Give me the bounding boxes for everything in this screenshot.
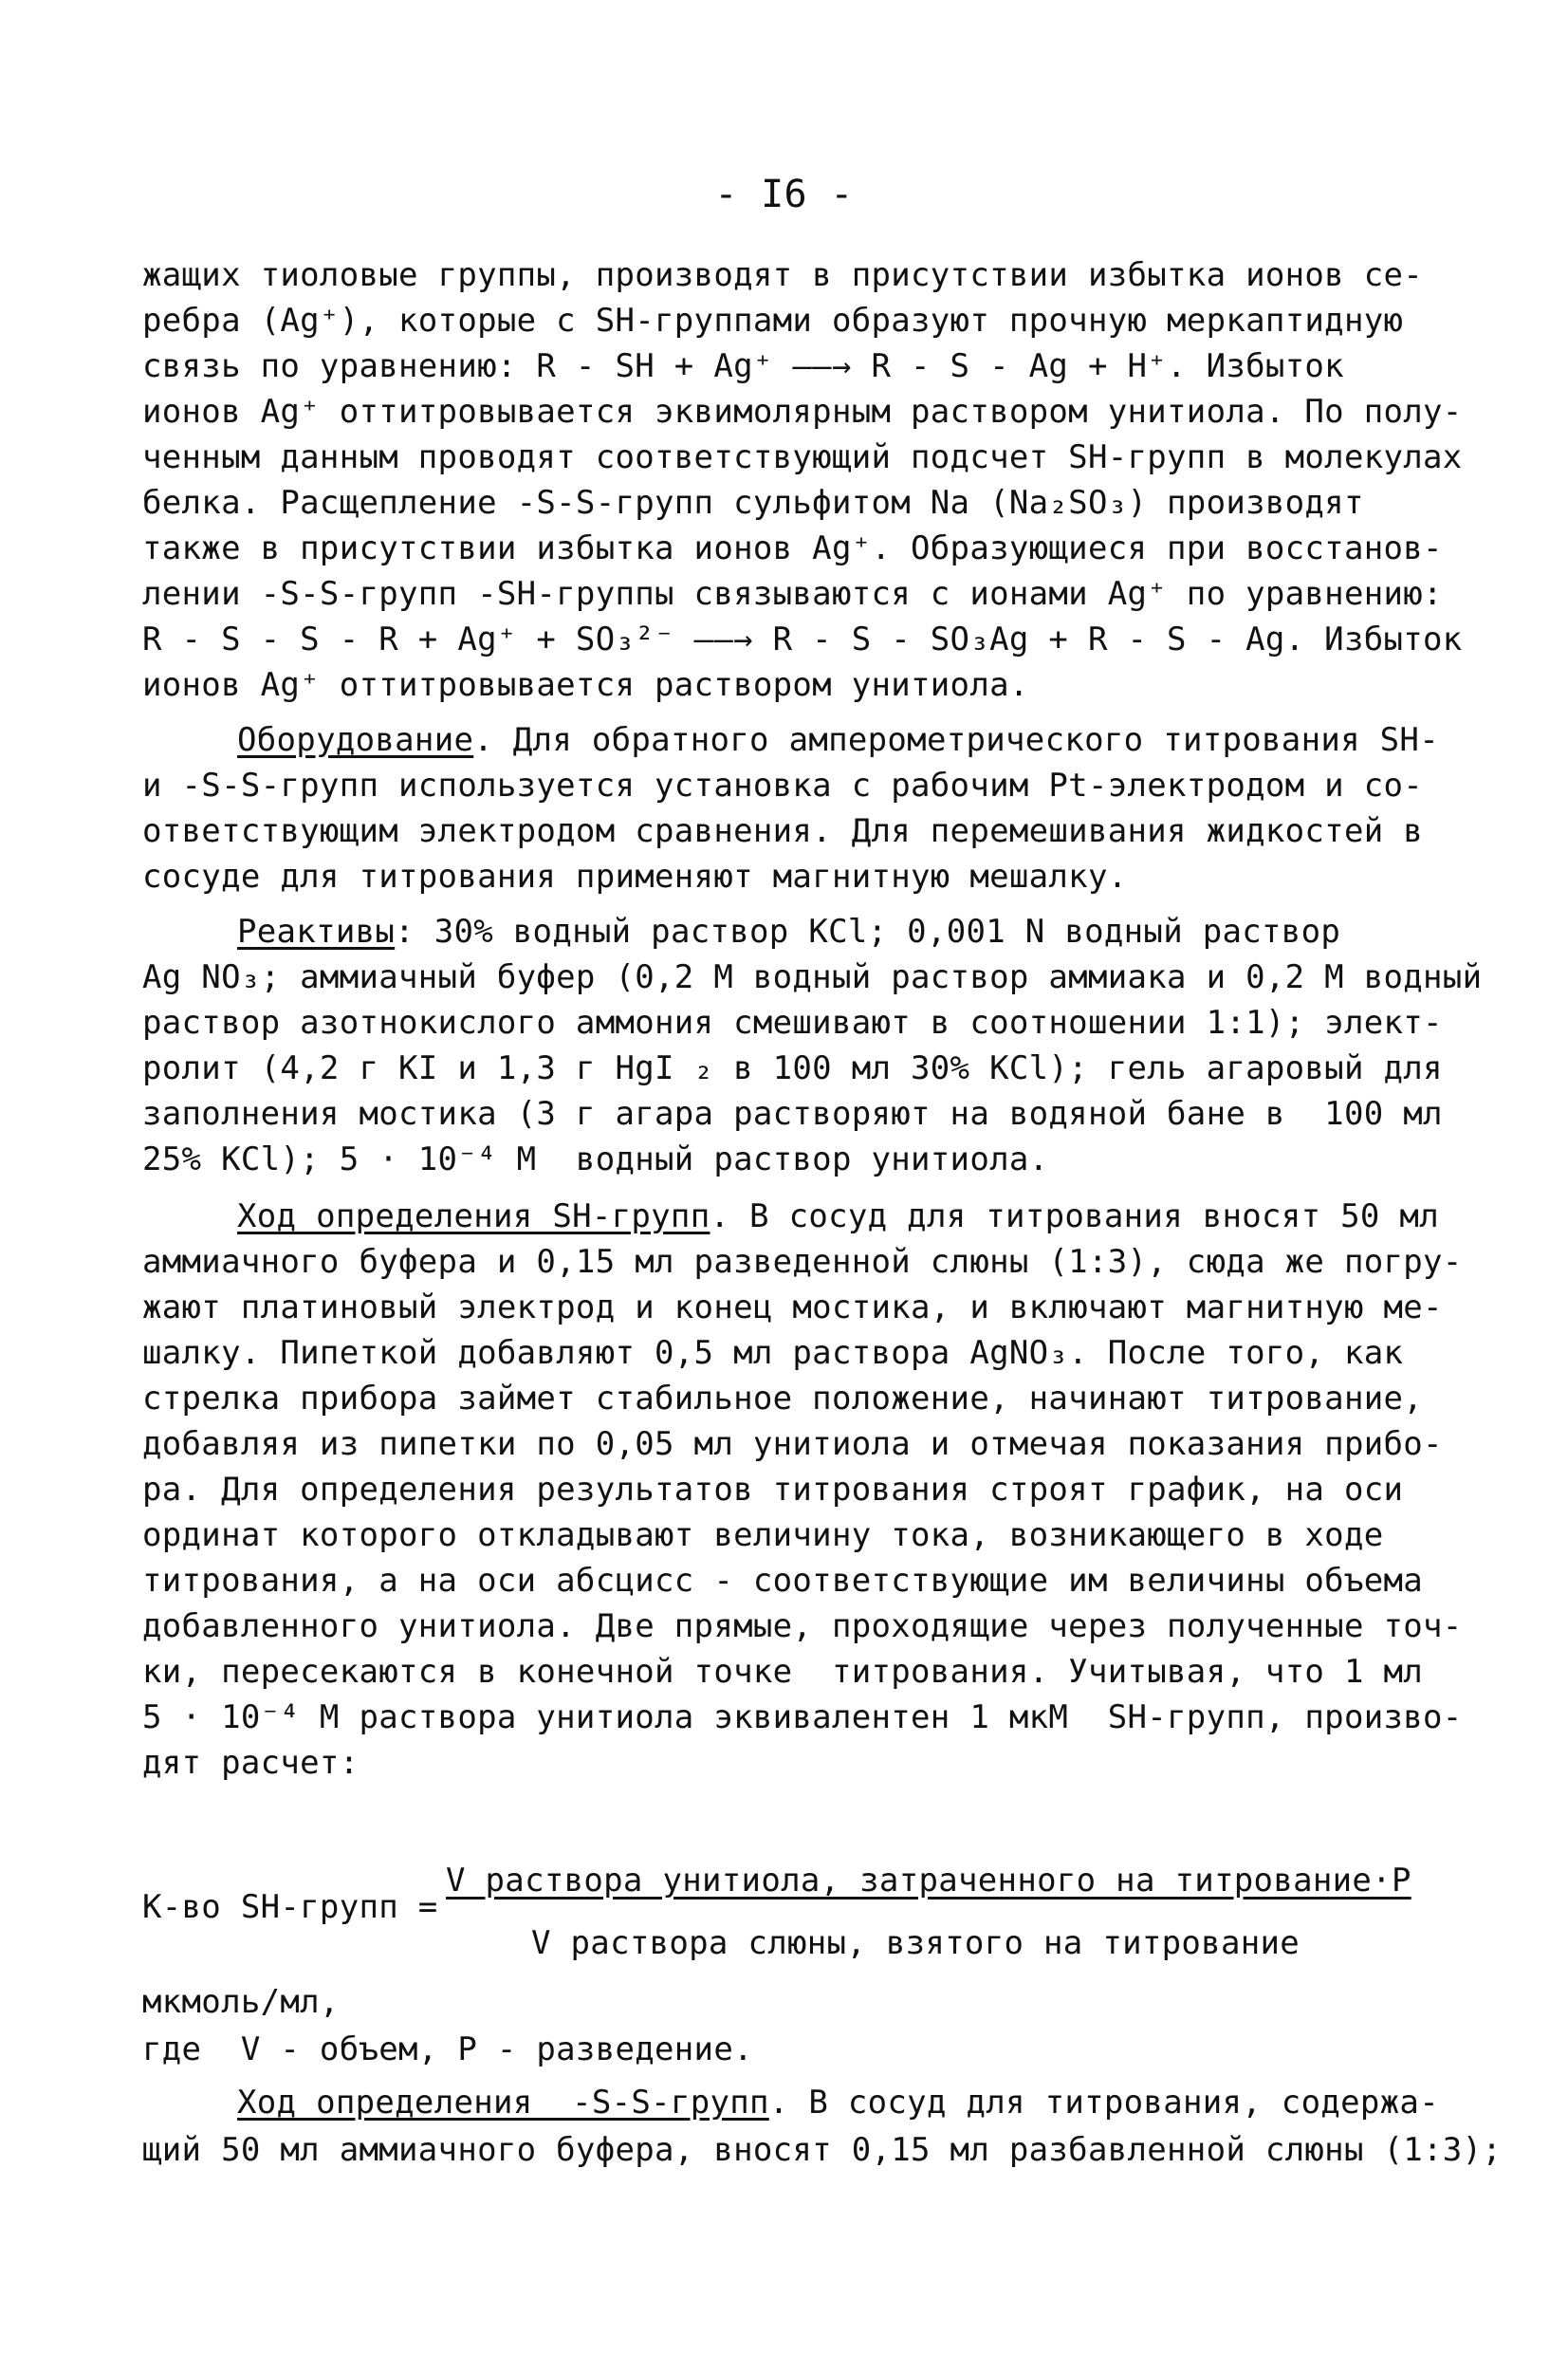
- text-line: добавленного унитиола. Две прямые, проходящие через полученные точ-: [142, 1607, 1463, 1645]
- page-number: - I6 -: [714, 173, 854, 216]
- text-line: ра. Для определения результатов титрования строят график, на оси: [142, 1471, 1404, 1509]
- text-line: дят расчет:: [142, 1744, 360, 1782]
- text-line: титрования, а на оси абсцисс - соответствующие им величины объема: [142, 1562, 1424, 1600]
- text-span: : 30% водный раствор KCl; 0,001 N водный раствор: [395, 913, 1341, 951]
- text-line: шалку. Пипеткой добавляют 0,5 мл раствора AgNO₃. После того, как: [142, 1334, 1404, 1372]
- text-line: ки, пересекаются в конечной точке титрования. Учитывая, что 1 мл: [142, 1653, 1424, 1691]
- formula-denominator: V раствора слюны, взятого на титрование: [531, 1924, 1301, 1962]
- text-line: стрелка прибора займет стабильное положение, начинают титрование,: [142, 1380, 1424, 1418]
- text-line: ответствующим электродом сравнения. Для перемешивания жидкостей в: [142, 812, 1424, 850]
- formula-lhs: К-во SH-групп =: [142, 1888, 438, 1926]
- text-line: аммиачного буфера и 0,15 мл разведенной слюны (1:3), сюда же погру-: [142, 1243, 1463, 1281]
- equipment-heading: Оборудование: [237, 721, 474, 759]
- text-line: щий 50 мл аммиачного буфера, вносят 0,15 мл разбавленной слюны (1:3);: [142, 2131, 1503, 2169]
- text-line: 25% KCl); 5 · 10⁻⁴ M водный раствор унитиола.: [142, 1140, 1049, 1178]
- text-line: ролит (4,2 г KI и 1,3 г HgI ₂ в 100 мл 30% KCl); гель агаровый для: [142, 1049, 1443, 1087]
- text-line: ионов Ag⁺ оттитровывается раствором унитиола.: [142, 666, 1029, 704]
- text-line: ординат которого откладывают величину тока, возникающего в ходе: [142, 1516, 1384, 1554]
- text-line: лении -S-S-групп -SH-группы связываются с ионами Ag⁺ по уравнению:: [142, 575, 1443, 613]
- text-line: также в присутствии избытка ионов Ag⁺. Образующиеся при восстанов-: [142, 529, 1443, 567]
- text-line: добавляя из пипетки по 0,05 мл унитиола и отмечая показания прибо-: [142, 1425, 1443, 1463]
- text-line: ребра (Ag⁺), которые с SH-группами образуют прочную меркаптидную: [142, 302, 1404, 340]
- text-line: R - S - S - R + Ag⁺ + SO₃²⁻ ——→ R - S - SO₃Ag + R - S - Ag. Избыток: [142, 621, 1463, 658]
- text-line: жают платиновый электрод и конец мостика, и включают магнитную ме-: [142, 1288, 1443, 1326]
- text-line: сосуде для титрования применяют магнитную мешалку.: [142, 858, 1128, 896]
- text-line: где V - объем, P - разведение.: [142, 2030, 753, 2068]
- text-line: жащих тиоловые группы, производят в присутствии избытка ионов се-: [142, 256, 1424, 294]
- ss-heading: Ход определения -S-S-групп: [237, 2084, 769, 2122]
- text-line: и -S-S-групп используется установка с рабочим Pt-электродом и со-: [142, 767, 1424, 805]
- reagents-heading: Реактивы: [237, 913, 396, 951]
- text-line: белка. Расщепление -S-S-групп сульфитом Na (Na₂SO₃) производят: [142, 484, 1364, 522]
- reagents-first-line: [237, 913, 1340, 951]
- text-line: ченным данным проводят соответствующий подсчет SH-групп в молекулах: [142, 438, 1463, 476]
- text-line: 5 · 10⁻⁴ M раствора унитиола эквивалентен 1 мкМ SH-групп, произво-: [142, 1698, 1463, 1736]
- text-span: . Для обратного амперометрического титрования SH-: [473, 721, 1439, 759]
- text-line: ионов Ag⁺ оттитровывается эквимолярным раствором унитиола. По полу-: [142, 393, 1463, 431]
- sh-heading: Ход определения SH-групп: [237, 1197, 710, 1235]
- text-line: раствор азотнокислого аммония смешивают в соотношении 1:1); элект-: [142, 1004, 1443, 1042]
- text-line: Ag NO₃; аммиачный буфер (0,2 M водный раствор аммиака и 0,2 M водный: [142, 958, 1483, 996]
- text-span: . В сосуд для титрования вносят 50 мл: [710, 1197, 1439, 1235]
- text-line: связь по уравнению: R - SH + Ag⁺ ——→ R - S - Ag + H⁺. Избыток: [142, 347, 1344, 385]
- text-span: . В сосуд для титрования, содержа-: [768, 2084, 1439, 2122]
- ss-first-line: [237, 2084, 1439, 2122]
- sh-first-line: [237, 1197, 1439, 1235]
- text-line: заполнения мостика (3 г агара растворяют на водяной бане в 100 мл: [142, 1095, 1443, 1133]
- text-line: мкмоль/мл,: [142, 1983, 340, 2021]
- equipment-first-line: [237, 721, 1439, 759]
- formula-numerator: V раствора унитиола, затраченного на титрование·P: [446, 1862, 1411, 1900]
